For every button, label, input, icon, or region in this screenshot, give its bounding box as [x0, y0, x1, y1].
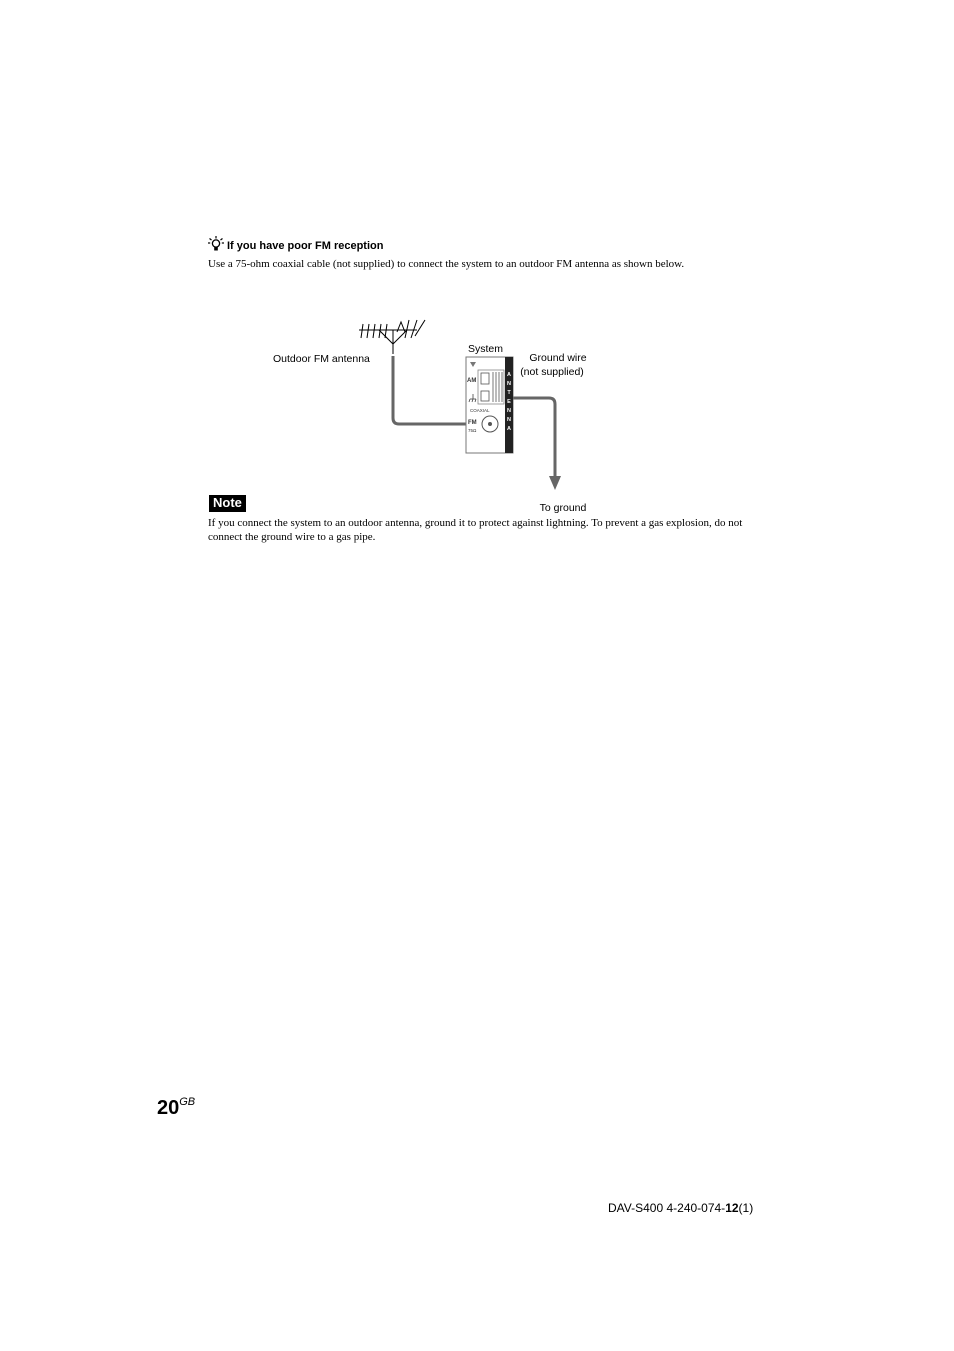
- lightbulb-icon: [208, 236, 224, 252]
- outdoor-antenna-label: Outdoor FM antenna: [273, 353, 370, 365]
- svg-text:A: A: [507, 372, 511, 378]
- tip-heading: [208, 236, 383, 252]
- panel-coaxial-label: COAXIAL: [470, 408, 490, 413]
- document-code: DAV-S400 4-240-074-12(1): [608, 1201, 754, 1215]
- svg-text:A: A: [507, 426, 511, 432]
- outdoor-antenna-icon: [359, 320, 425, 354]
- panel-ohm-label: 75Ω: [468, 428, 477, 433]
- tip-body: Use a 75-ohm coaxial cable (not supplied) to connect the system to an outdoor FM antenna as shown below.: [208, 258, 685, 270]
- note-body: If you connect the system to an outdoor antenna, ground it to protect against lightning. To prevent a gas explosion, do not connect the ground wire to a gas pipe.: [208, 517, 743, 543]
- ground-wire-sublabel: (not supplied): [520, 366, 584, 378]
- system-rear-panel: [466, 357, 513, 453]
- svg-text:T: T: [507, 390, 511, 396]
- svg-text:E: E: [507, 399, 511, 405]
- panel-am-label: AM: [467, 378, 477, 384]
- page-suffix: GB: [179, 1096, 196, 1108]
- antenna-connection-diagram: [255, 312, 615, 517]
- system-label: System: [468, 343, 504, 355]
- svg-text:N: N: [507, 381, 511, 387]
- panel-fm-label: FM: [468, 420, 477, 426]
- page-number: $20^{GB}$: [157, 1096, 196, 1119]
- note-badge: Note: [209, 495, 246, 512]
- svg-text:N: N: [507, 408, 511, 414]
- svg-text:N: N: [507, 417, 511, 423]
- tip-heading-text: If you have poor FM reception: [227, 240, 384, 252]
- ground-arrow-icon: [549, 476, 561, 490]
- ground-wire-label: Ground wire: [529, 352, 587, 364]
- to-ground-label: To ground: [539, 502, 587, 514]
